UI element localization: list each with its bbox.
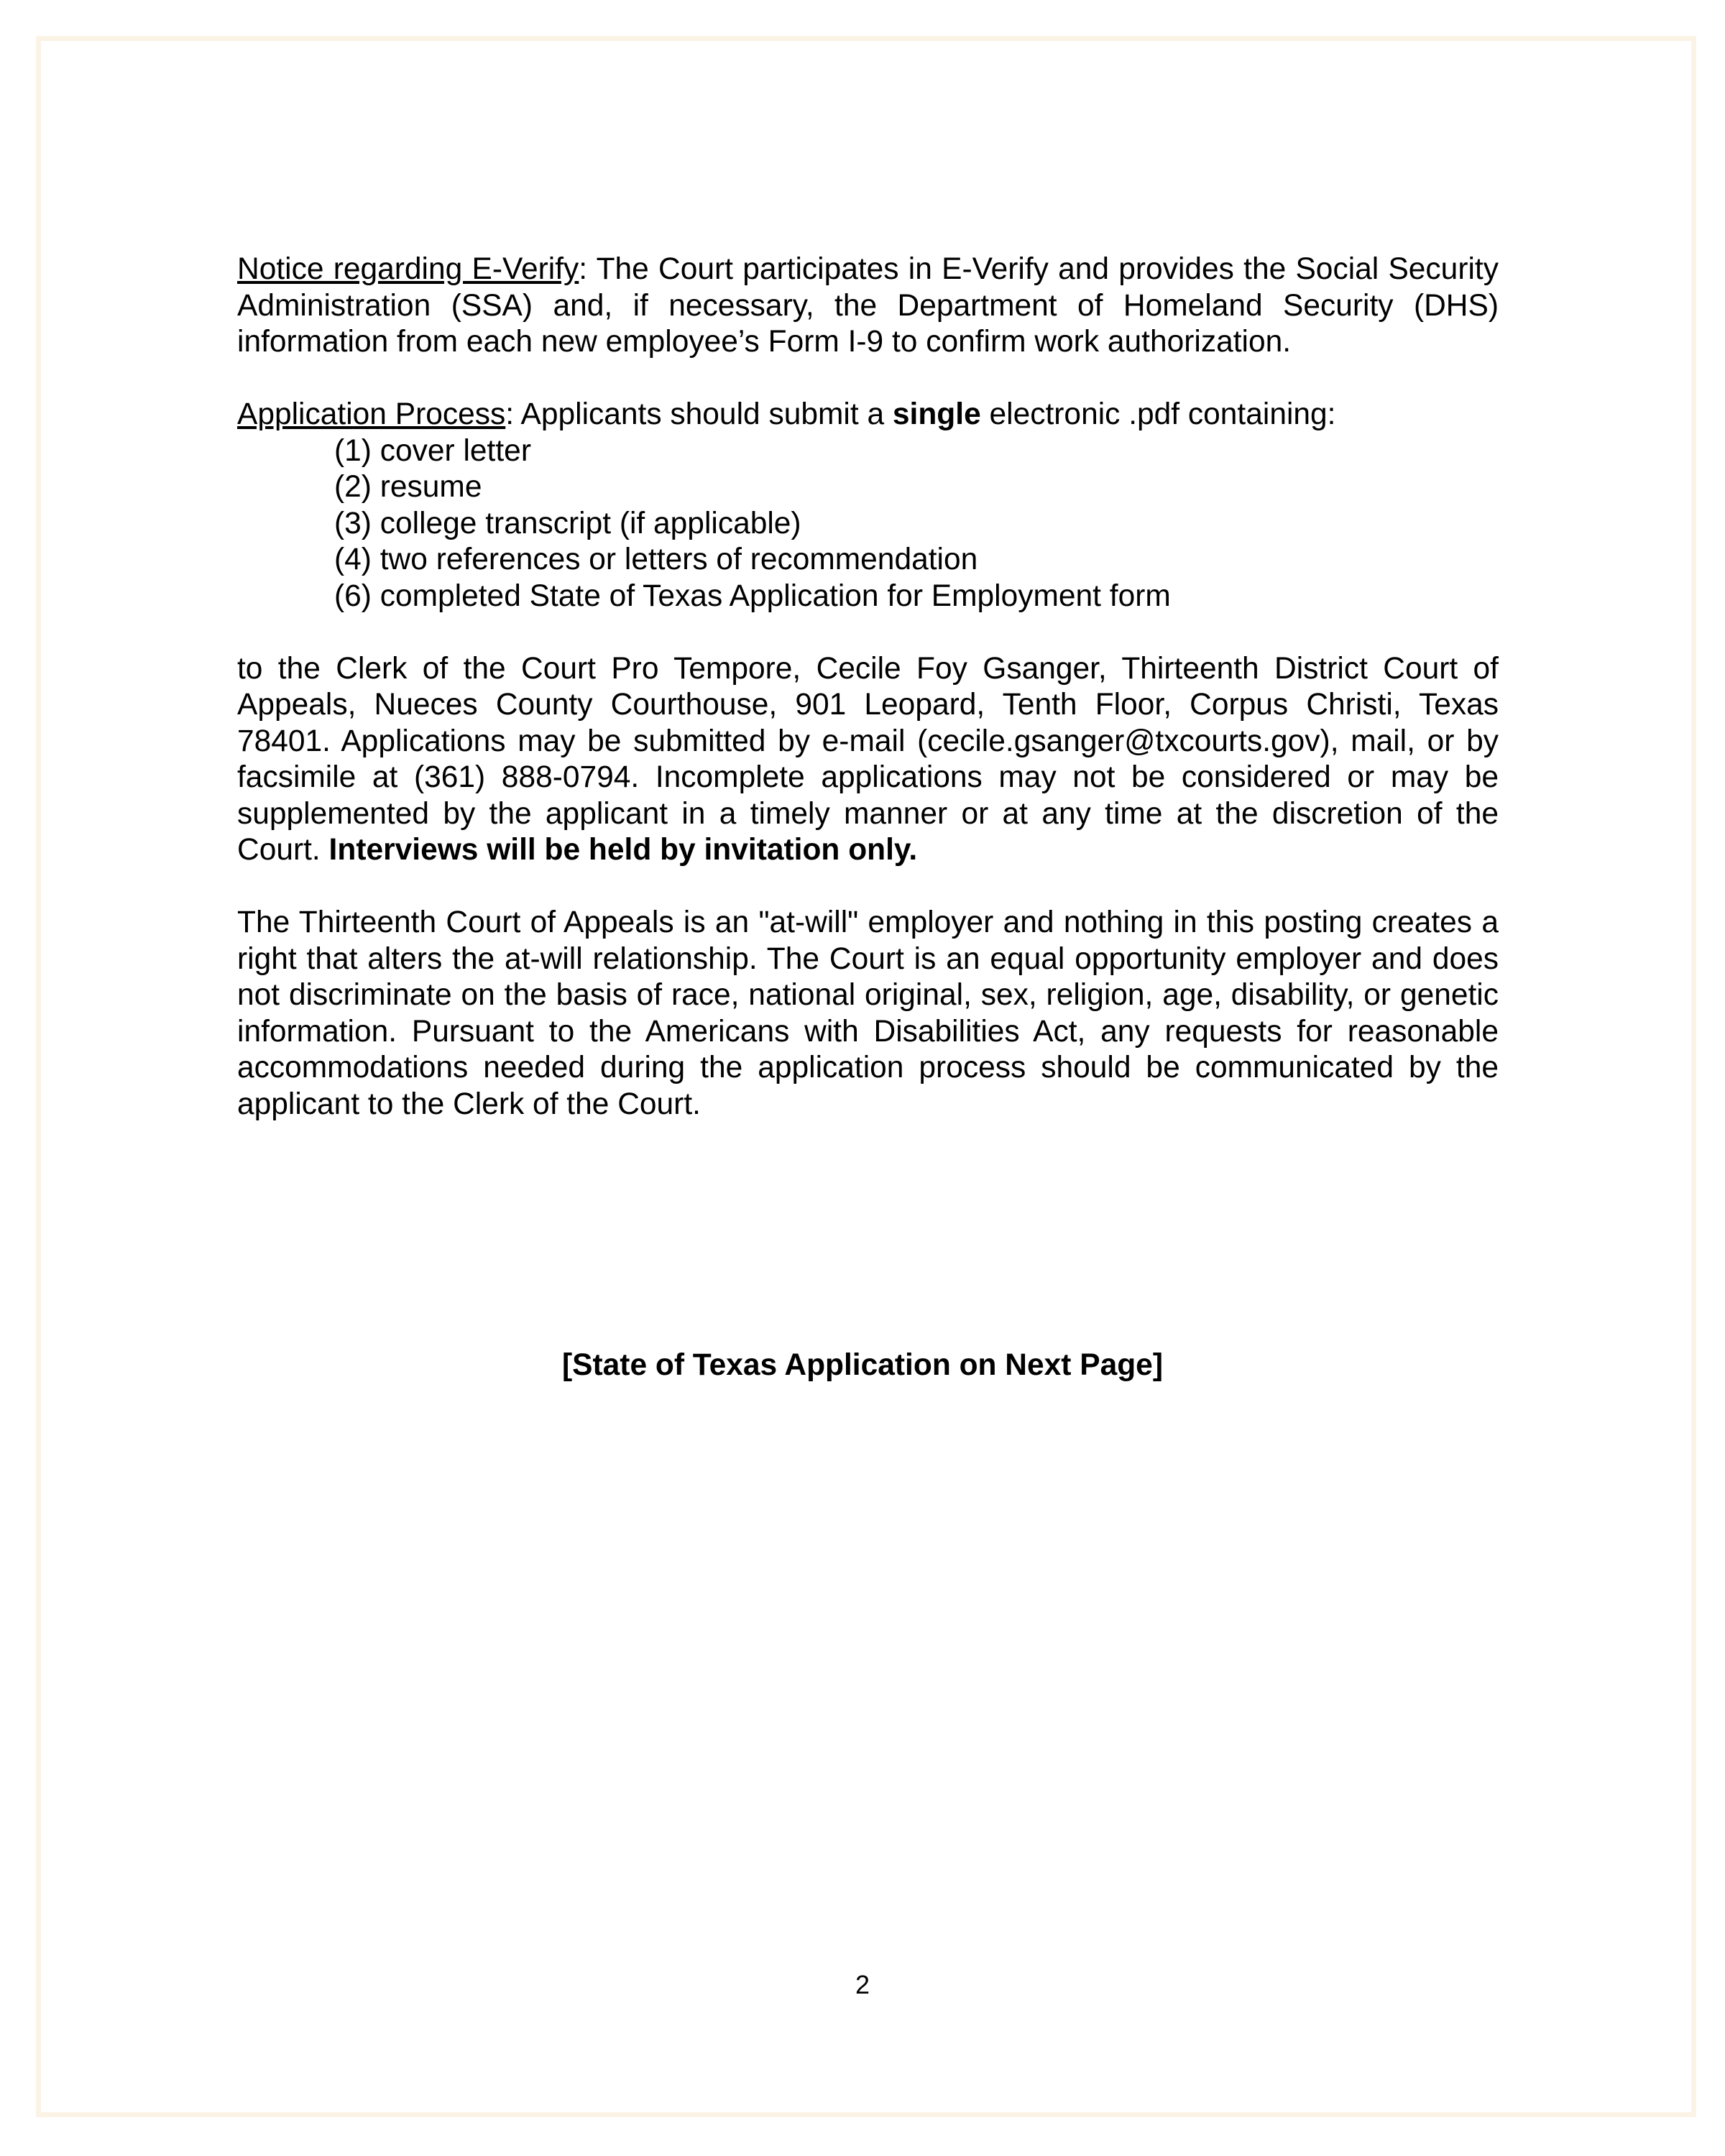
page-number: 2	[855, 1970, 870, 1999]
list-item: (6) completed State of Texas Application for Employment form	[334, 579, 1171, 613]
list-item: (3) college transcript (if applicable)	[334, 506, 801, 540]
application-items-list	[237, 433, 1499, 615]
everify-paragraph	[237, 252, 1499, 361]
list-item: (1) cover letter	[334, 433, 531, 468]
submission-text: to the Clerk of the Court Pro Tempore, Cecile Foy Gsanger, Thirteenth District Court of Appeals, Nueces County Courthouse, 901 Leopard, Tenth Floor, Corpus Christi, Texas 78401. Applications may be submitted by e-mail (cecile.gsanger@txcourts.gov), mail, or by facsimile at (361) 888-0794. Incomplete applications may not be considered or may be supplemented by the applicant in a timely manner or at any time at the discretion of the Court.	[237, 651, 1499, 867]
application-heading: Application Process	[237, 397, 506, 431]
application-intro-bold: single	[892, 397, 981, 431]
list-item: (4) two references or letters of recommendation	[334, 543, 978, 576]
application-intro	[237, 397, 1499, 433]
eeo-paragraph: The Thirteenth Court of Appeals is an "at-will" employer and nothing in this posting creates a right that alters the at-will relationship. The Court is an equal opportunity employer and does not discriminate on the basis of race, national original, sex, religion, age, disability, or genetic information. Pursuant to the Americans with Disabilities Act, any requests for reasonable accommodations needed during the application process should be communicated by the applicant to the Clerk of the Court.	[237, 906, 1499, 1121]
next-page-note: [State of Texas Application on Next Page]	[562, 1348, 1163, 1382]
application-intro-after: electronic .pdf containing:	[980, 397, 1336, 431]
everify-heading: Notice regarding E-Verify	[237, 252, 579, 286]
interviews-note: Interviews will be held by invitation only.	[328, 833, 918, 867]
everify-text: : The Court participates in E-Verify and provides the Social Security Administration (SSA) and, if necessary, the Department of Homeland Security (DHS) information from each new employee’s Form I-9 to confirm work authorization.	[237, 252, 1499, 359]
submission-paragraph	[237, 651, 1499, 869]
list-item: (2) resume	[334, 470, 482, 504]
document-body	[237, 252, 1499, 1123]
application-intro-before: : Applicants should submit a	[505, 397, 893, 431]
